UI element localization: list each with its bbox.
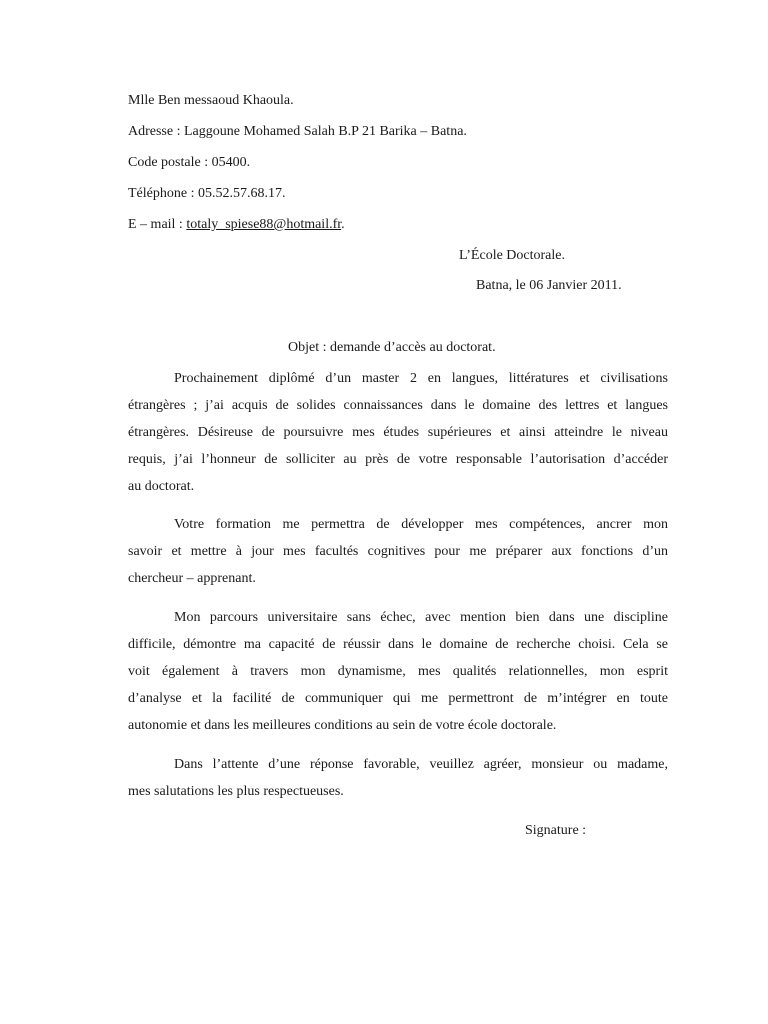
paragraph-line: au doctorat.	[128, 479, 195, 494]
paragraph-line: Votre formation me permettra de développer mes compétences, ancrer mon	[174, 517, 668, 532]
sender-phone: Téléphone : 05.52.57.68.17.	[128, 186, 286, 201]
sender-address: Adresse : Laggoune Mohamed Salah B.P 21 Barika – Batna.	[128, 124, 467, 139]
sender-email-suffix: .	[341, 217, 345, 232]
paragraph-3	[128, 604, 668, 739]
sender-email-link[interactable]: totaly_spiese88@hotmail.fr	[186, 217, 342, 232]
paragraph-line: chercheur – apprenant.	[128, 571, 256, 586]
paragraph-line: mes salutations les plus respectueuses.	[128, 784, 344, 799]
paragraph-2	[128, 511, 668, 592]
paragraph-line: d’analyse et la facilité de communiquer qui me permettront de m’intégrer en toute	[128, 691, 668, 706]
paragraph-4	[128, 751, 668, 805]
sender-name: Mlle Ben messaoud Khaoula.	[128, 93, 294, 108]
paragraph-line: difficile, démontre ma capacité de réussir dans le domaine de recherche choisi. Cela se	[128, 637, 668, 652]
subject-line: Objet : demande d’accès au doctorat.	[288, 340, 496, 355]
paragraph-line: savoir et mettre à jour mes facultés cognitives pour me préparer aux fonctions d’un	[128, 544, 668, 559]
paragraph-line: étrangères. Désireuse de poursuivre mes études supérieures et ainsi atteindre le niveau	[128, 425, 668, 440]
paragraph-line: étrangères ; j’ai acquis de solides connaissances dans le domaine des lettres et langues	[128, 398, 668, 413]
sender-postal-code: Code postale : 05400.	[128, 155, 251, 170]
place-date: Batna, le 06 Janvier 2011.	[476, 278, 622, 293]
sender-email-label: E – mail :	[128, 217, 187, 232]
paragraph-line: voit également à travers mon dynamisme, mes qualités relationnelles, mon esprit	[128, 664, 668, 679]
recipient: L’École Doctorale.	[459, 248, 565, 263]
paragraph-line: requis, j’ai l’honneur de solliciter au près de votre responsable l’autorisation d’accéder	[128, 452, 668, 467]
paragraph-line: Dans l’attente d’une réponse favorable, veuillez agréer, monsieur ou madame,	[174, 757, 668, 772]
paragraph-line: Mon parcours universitaire sans échec, avec mention bien dans une discipline	[174, 610, 668, 625]
paragraph-1	[128, 365, 668, 500]
paragraph-line: autonomie et dans les meilleures conditions au sein de votre école doctorale.	[128, 718, 557, 733]
sender-email-line	[128, 216, 345, 234]
paragraph-line: Prochainement diplômé d’un master 2 en langues, littératures et civilisations	[174, 371, 668, 386]
signature-label: Signature :	[525, 823, 587, 838]
